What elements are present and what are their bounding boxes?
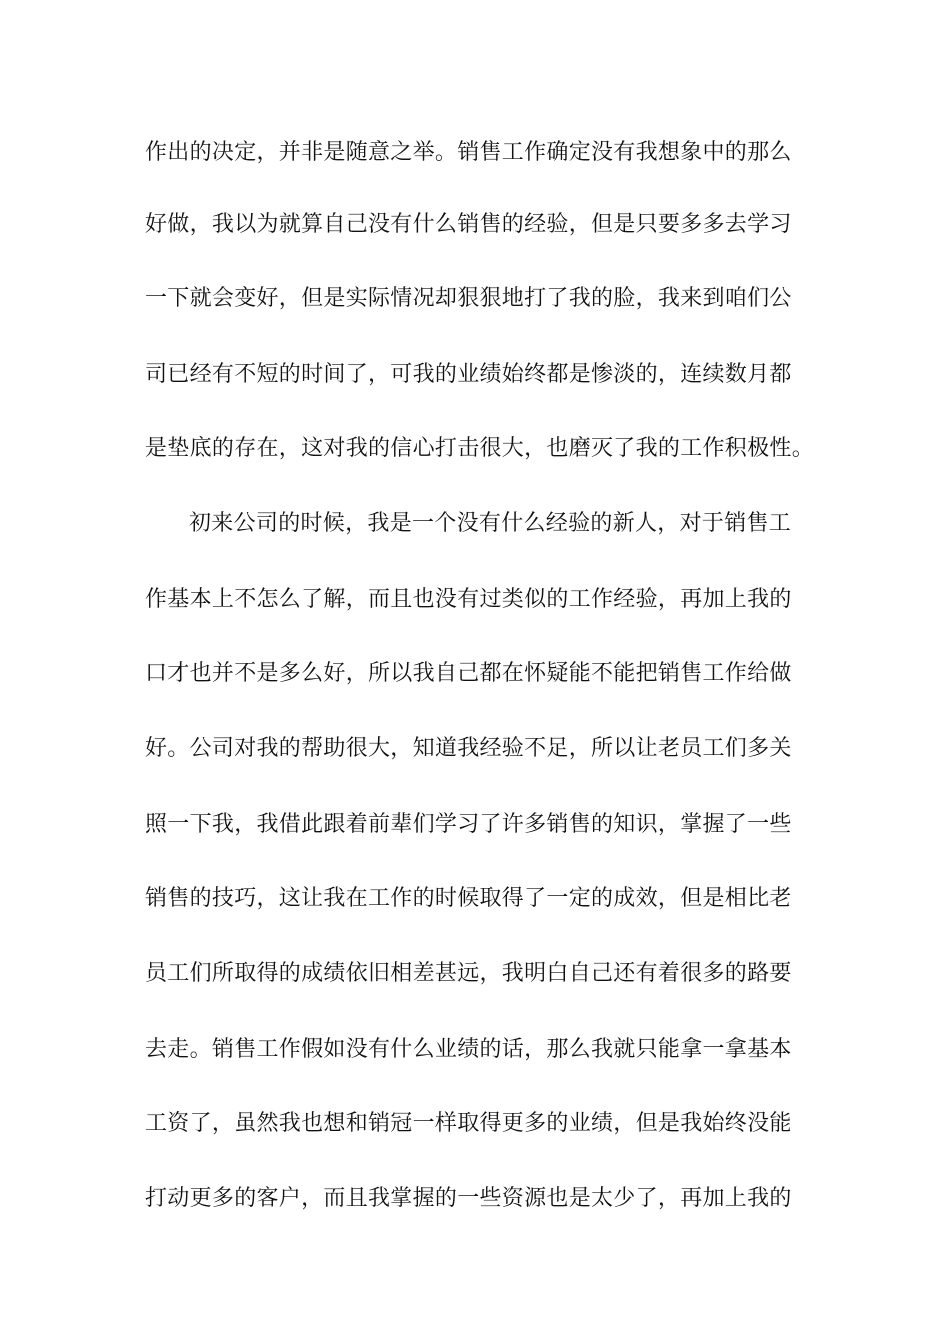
- text-line: 打动更多的客户，而且我掌握的一些资源也是太少了，再加上我的: [145, 1186, 792, 1211]
- text-line: 作基本上不怎么了解，而且也没有过类似的工作经验，再加上我的: [145, 587, 792, 612]
- text-line: 员工们所取得的成绩依旧相差甚远，我明白自己还有着很多的路要: [145, 961, 792, 986]
- text-line: 好做，我以为就算自己没有什么销售的经验，但是只要多多去学习: [145, 212, 792, 237]
- text-line: 口才也并不是多么好，所以我自己都在怀疑能不能把销售工作给做: [145, 661, 792, 686]
- text-line: 好。公司对我的帮助很大，知道我经验不足，所以让老员工们多关: [145, 736, 792, 761]
- text-line: 去走。销售工作假如没有什么业绩的话，那么我就只能拿一拿基本: [145, 1037, 792, 1062]
- text-line: 销售的技巧，这让我在工作的时候取得了一定的成效，但是相比老: [145, 886, 792, 911]
- text-line: 是垫底的存在，这对我的信心打击很大，也磨灭了我的工作积极性。: [145, 436, 815, 461]
- text-line: 一下就会变好，但是实际情况却狠狠地打了我的脸，我来到咱们公: [145, 286, 792, 311]
- text-line-indented: 初来公司的时候，我是一个没有什么经验的新人，对于销售工: [189, 511, 792, 536]
- text-line: 司已经有不短的时间了，可我的业绩始终都是惨淡的，连续数月都: [145, 362, 792, 387]
- text-line: 作出的决定，并非是随意之举。销售工作确定没有我想象中的那么: [145, 140, 792, 165]
- text-line: 工资了，虽然我也想和销冠一样取得更多的业绩，但是我始终没能: [145, 1111, 792, 1136]
- text-line: 照一下我，我借此跟着前辈们学习了许多销售的知识，掌握了一些: [145, 812, 792, 837]
